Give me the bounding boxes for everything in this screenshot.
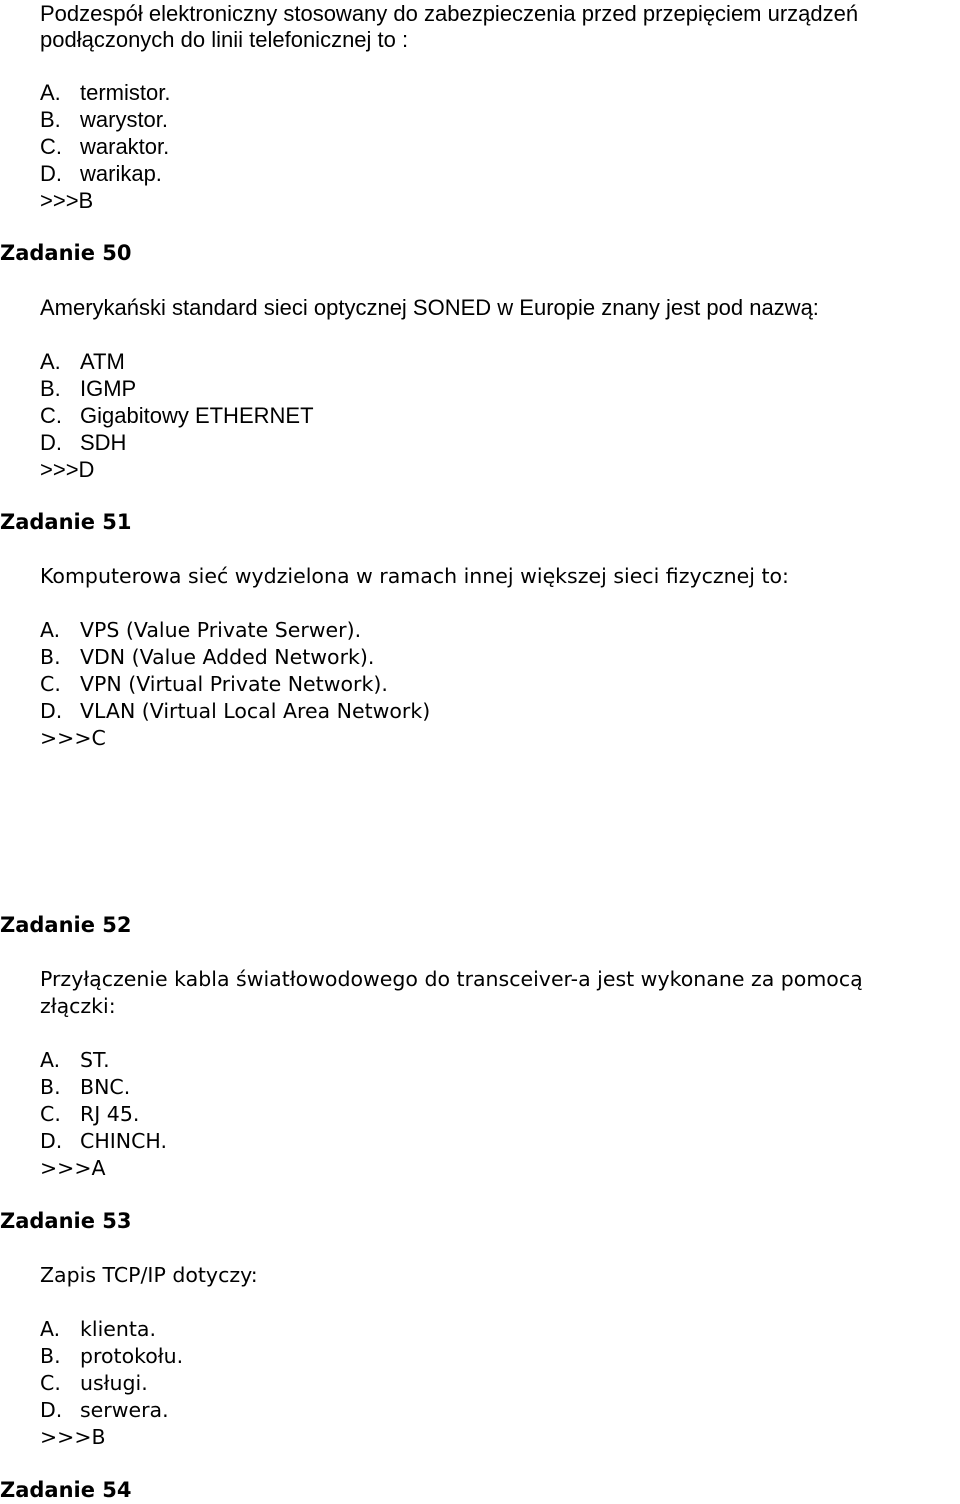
option-b: B. protokołu. [40, 1344, 184, 1368]
question-text: Zapis TCP/IP dotyczy: [40, 1263, 258, 1287]
answer-key: >>>D [40, 457, 95, 482]
option-b: B. IGMP [40, 376, 137, 401]
question-text-line: złączki: [40, 994, 116, 1018]
task-heading: Zadanie 54 [0, 1478, 132, 1502]
option-d: D. CHINCH. [40, 1129, 167, 1153]
question-text: Amerykański standard sieci optycznej SONED w Europie znany jest pod nazwą: [40, 295, 819, 320]
option-a: A. ST. [40, 1048, 110, 1072]
option-d: D. warikap. [40, 161, 162, 186]
option-b: B. BNC. [40, 1075, 131, 1099]
option-b: B. warystor. [40, 107, 169, 132]
answer-key: >>>B [40, 188, 94, 213]
question-text-line: podłączonych do linii telefonicznej to : [40, 27, 409, 52]
task-heading: Zadanie 50 [0, 241, 132, 265]
question-text-line: Przyłączenie kabla światłowodowego do transceiver-a jest wykonane za pomocą [40, 967, 863, 991]
question-text: Komputerowa sieć wydzielona w ramach innej większej sieci fizycznej to: [40, 564, 789, 588]
answer-key: >>>C [40, 726, 106, 750]
option-a: A. VPS (Value Private Serwer). [40, 618, 362, 642]
option-d: D. SDH [40, 430, 127, 455]
answer-key: >>>A [40, 1156, 106, 1180]
task-heading: Zadanie 52 [0, 913, 132, 937]
option-a: A. klienta. [40, 1317, 156, 1341]
question-text-line: Podzespół elektroniczny stosowany do zabezpieczenia przed przepięciem urządzeń [40, 1, 859, 26]
option-a: A. ATM [40, 349, 125, 374]
option-c: C. RJ 45. [40, 1102, 140, 1126]
option-d: D. VLAN (Virtual Local Area Network) [40, 699, 431, 723]
option-d: D. serwera. [40, 1398, 169, 1422]
option-a: A. termistor. [40, 80, 171, 105]
task-heading: Zadanie 51 [0, 510, 132, 534]
option-c: C. usługi. [40, 1371, 148, 1395]
option-c: C. waraktor. [40, 134, 170, 159]
option-c: C. Gigabitowy ETHERNET [40, 403, 314, 428]
option-b: B. VDN (Value Added Network). [40, 645, 375, 669]
task-heading: Zadanie 53 [0, 1209, 132, 1233]
answer-key: >>>B [40, 1425, 106, 1449]
option-c: C. VPN (Virtual Private Network). [40, 672, 388, 696]
